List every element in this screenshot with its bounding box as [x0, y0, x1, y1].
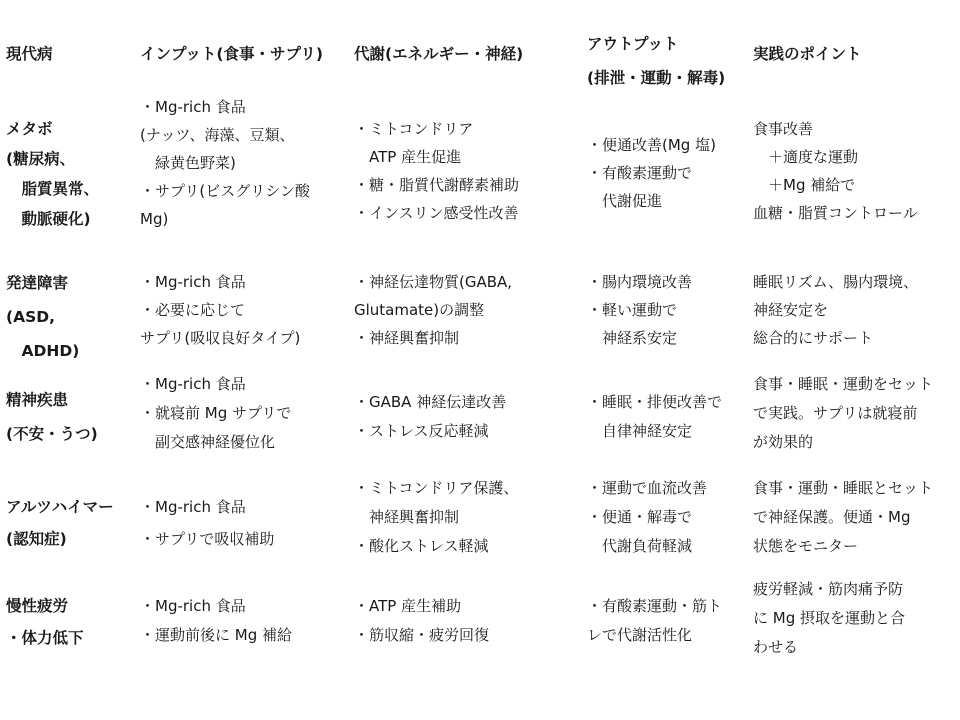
row-input: ・Mg-rich 食品 ・必要に応じて サプリ(吸収良好タイプ) — [140, 273, 301, 347]
row-metabolism: ・神経伝達物質(GABA, Glutamate)の調整 ・神経興奮抑制 — [354, 273, 513, 347]
row-point: 食事・睡眠・運動をセット で実践。サプリは就寝前 が効果的 — [753, 375, 934, 451]
header-input: インプット(食事・サプリ) — [140, 45, 323, 63]
row-input: ・Mg-rich 食品 ・サプリで吸収補助 — [140, 498, 275, 548]
row-metabolism: ・ミトコンドリア ATP 産生促進 ・糖・脂質代謝酵素補助 ・インスリン感受性改善 — [354, 120, 520, 222]
row-disease: 慢性疲労 ・体力低下 — [6, 597, 84, 647]
row-metabolism: ・GABA 神経伝達改善 ・ストレス反応軽減 — [354, 393, 507, 440]
row-disease: 発達障害 (ASD, ADHD) — [6, 274, 80, 360]
row-input: ・Mg-rich 食品 ・就寝前 Mg サプリで 副交感神経優位化 — [140, 375, 292, 451]
row-point: 食事改善 ＋適度な運動 ＋Mg 補給で 血糖・脂質コントロール — [753, 120, 918, 222]
row-output: ・睡眠・排便改善で 自律神経安定 — [587, 393, 723, 440]
row-point: 疲労軽減・筋肉痛予防 に Mg 摂取を運動と合 わせる — [753, 580, 906, 656]
row-metabolism: ・ATP 産生補助 ・筋収縮・疲労回復 — [354, 597, 490, 644]
row-output: ・腸内環境改善 ・軽い運動で 神経系安定 — [587, 273, 693, 347]
row-point: 食事・運動・睡眠とセット で神経保護。便通・Mg 状態をモニター — [753, 479, 934, 555]
row-output: ・運動で血流改善 ・便通・解毒で 代謝負荷軽減 — [587, 479, 708, 555]
header-output: アウトプット (排泄・運動・解毒) — [587, 35, 726, 87]
header-disease: 現代病 — [6, 45, 53, 63]
row-input: ・Mg-rich 食品 (ナッツ、海藻、豆類、 緑黄色野菜) ・サプリ(ビスグリシン酸 Mg) — [140, 98, 310, 228]
row-output: ・有酸素運動・筋ト レで代謝活性化 — [587, 597, 723, 644]
row-disease: メタボ (糖尿病、 脂質異常、 動脈硬化) — [6, 120, 100, 228]
header-point: 実践のポイント — [753, 45, 862, 63]
row-disease: 精神疾患 (不安・うつ) — [6, 391, 98, 443]
row-output: ・便通改善(Mg 塩) ・有酸素運動で 代謝促進 — [587, 136, 716, 210]
row-input: ・Mg-rich 食品 ・運動前後に Mg 補給 — [140, 597, 293, 644]
row-metabolism: ・ミトコンドリア保護、 神経興奮抑制 ・酸化ストレス軽減 — [354, 479, 519, 555]
header-metabolism: 代謝(エネルギー・神経) — [354, 45, 524, 63]
row-disease: アルツハイマー (認知症) — [6, 498, 114, 548]
row-point: 睡眠リズム、腸内環境、 神経安定を 総合的にサポート — [753, 273, 919, 347]
